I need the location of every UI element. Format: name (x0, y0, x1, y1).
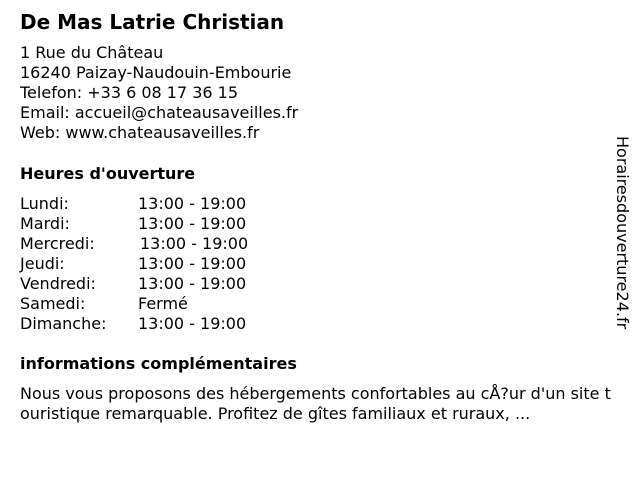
hours-row-tuesday (20, 214, 280, 234)
address-street: 1 Rue du Château (20, 43, 164, 62)
hours-row-sunday (20, 314, 280, 334)
address-city: 16240 Paizay-Naudouin-Embourie (20, 63, 292, 82)
hours-row-saturday (20, 294, 280, 314)
time-range: Fermé (138, 294, 188, 313)
day-label: Jeudi: (20, 254, 65, 273)
info-heading: informations complémentaires (20, 354, 297, 373)
business-name: De Mas Latrie Christian (20, 10, 285, 34)
day-label: Vendredi: (20, 274, 96, 293)
email-address[interactable]: Email: accueil@chateausaveilles.fr (20, 103, 299, 122)
phone-number[interactable]: Telefon: +33 6 08 17 36 15 (20, 83, 239, 102)
day-label: Lundi: (20, 194, 69, 213)
hours-row-monday (20, 194, 280, 214)
website-link[interactable]: Web: www.chateausaveilles.fr (20, 123, 260, 142)
hours-heading: Heures d'ouverture (20, 164, 196, 183)
day-label: Mercredi: (20, 234, 95, 253)
hours-table (20, 194, 280, 334)
time-range: 13:00 - 19:00 (138, 314, 247, 333)
hours-row-thursday (20, 254, 280, 274)
contact-block (20, 43, 298, 143)
time-range: 13:00 - 19:00 (138, 194, 247, 213)
time-range: 13:00 - 19:00 (138, 274, 247, 293)
hours-row-wednesday (20, 234, 280, 254)
info-description: Nous vous proposons des hébergements confortables au cÅ?ur d'un site touristique remarquable. Profitez de gîtes familiaux et ruraux, ... (20, 384, 611, 423)
site-watermark: Horairesdouverture24.fr (613, 136, 632, 330)
day-label: Samedi: (20, 294, 86, 313)
time-range: 13:00 - 19:00 (138, 214, 247, 233)
day-label: Mardi: (20, 214, 70, 233)
day-label: Dimanche: (20, 314, 107, 333)
time-range: 13:00 - 19:00 (138, 254, 247, 273)
time-range: 13:00 - 19:00 (140, 234, 249, 253)
hours-row-friday (20, 274, 280, 294)
